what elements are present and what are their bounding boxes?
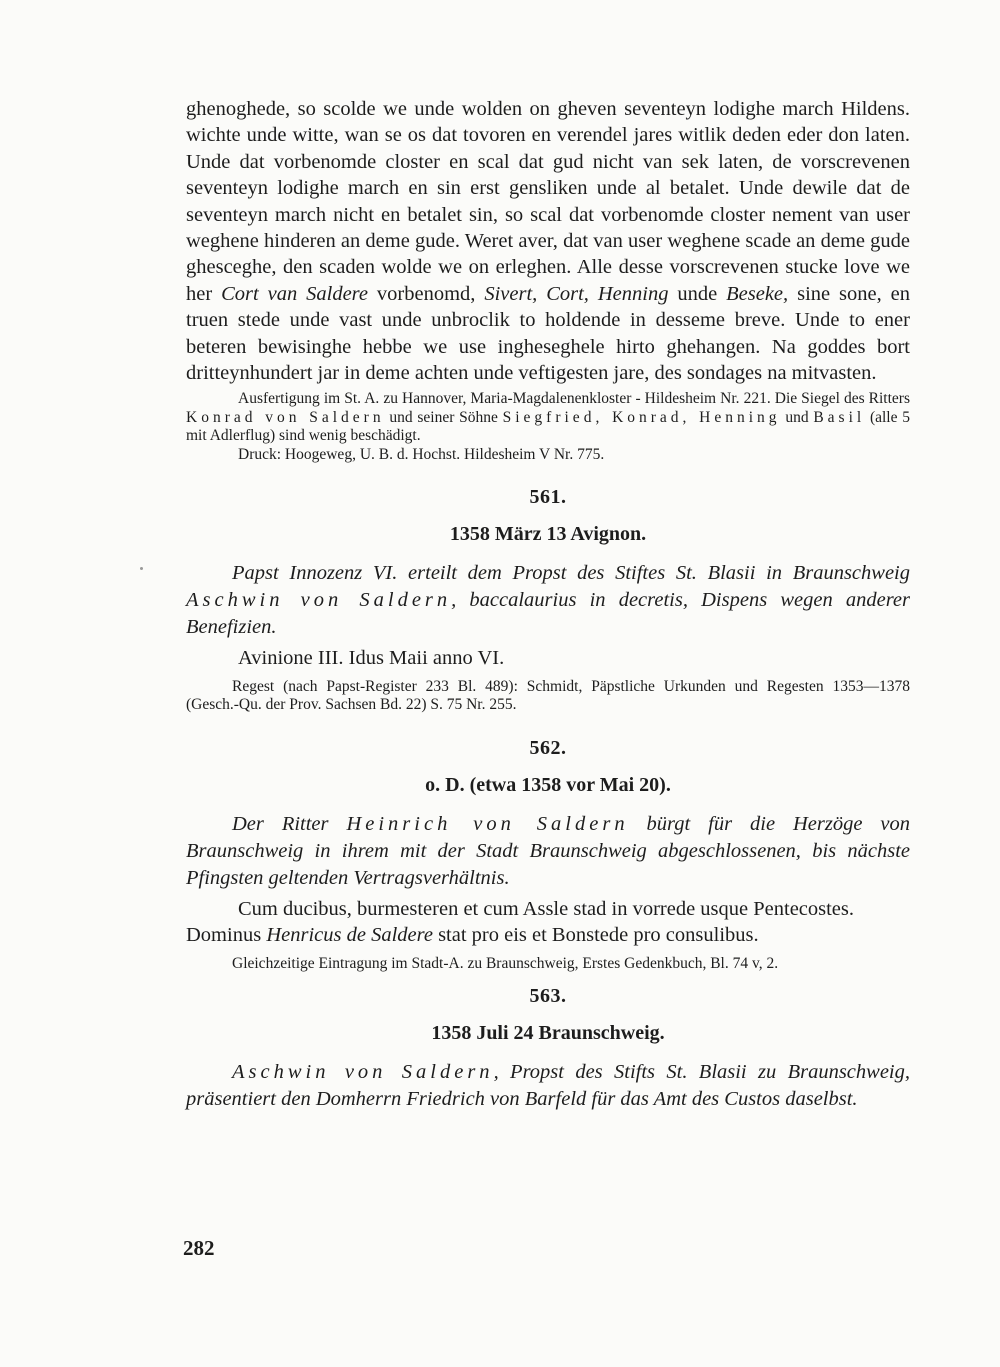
document-560-text: [186, 96, 910, 386]
spaced-name: Basil: [813, 408, 866, 426]
text-segment: unde: [668, 282, 727, 305]
document-563-regest: [186, 1059, 910, 1113]
spaced-name: Aschwin von Saldern: [186, 589, 452, 612]
spaced-name: Aschwin von Saldern: [232, 1061, 494, 1084]
regest-segment: , baccalaurius in decretis, Dispens wegen anderer Benefizien.: [186, 589, 910, 639]
person-name: Henricus de Saldere: [266, 924, 433, 947]
regest-segment: Der Ritter: [232, 812, 347, 835]
document-number-561: 561.: [529, 486, 567, 509]
document-560-print-note: Druck: Hoogeweg, U. B. d. Hochst. Hildesheim V Nr. 775.: [238, 445, 605, 463]
note-segment: und: [780, 408, 814, 426]
spaced-names: Siegfried, Konrad, Henning: [502, 408, 781, 426]
regest-segment: Papst Innozenz VI. erteilt dem Propst des Stiftes St. Blasii in Braunschweig: [232, 562, 910, 585]
document-page: [186, 96, 910, 1113]
person-name: Beseke,: [726, 282, 789, 305]
note-segment: Ausfertigung im St. A. zu Hannover, Maria-Magdalenenkloster - Hildesheim Nr. 221. Die Siegel des Ritters: [238, 390, 910, 408]
latin-segment: Cum ducibus, burmesteren et cum Assle stad in vorrede usque Pentecostes. Dominus: [186, 897, 855, 947]
person-name: Cort van Saldere: [221, 282, 368, 305]
document-561-latin: Avinione III. Idus Maii anno VI.: [238, 647, 505, 670]
text-segment: sine sone, en truen stede unde vast unde unbroclik to holdende in desseme breve. Unde to ener beteren bewisinghe hebbe we use ingheseghele hirto ghehangen. Na goddes bort dritteynhundert jar in deme achten unde veftigesten jare, des sondages na mitvasten.: [186, 282, 910, 385]
text-segment: vorbenomd,: [368, 282, 485, 305]
note-segment: (alle 5 mit Adlerflug) sind wenig beschädigt.: [186, 408, 910, 445]
spaced-name: Konrad von Saldern: [186, 408, 385, 426]
document-number-563: 563.: [529, 985, 567, 1008]
spaced-name: Heinrich von Saldern: [346, 812, 629, 835]
text-segment: ghenoghede, so scolde we unde wolden on gheven seventeyn lodighe march Hildens. wichte unde witte, wan se os dat tovoren en verendel jares witlik deden eder don laten. Unde dat vorbenomde closter en scal dat gud nicht van sek laten, de vorscrevenen seventeyn lodighe march en sin erst gensliken unde al betalet. Unde dewile dat de seventeyn march nicht en betalet sin, so scal dat vorbenomde closter nement van user weghene hinderen an deme gude. Weret aver, dat van user weghene scade an deme gude ghesceghe, den scaden wolde we on erleghen. Alle desse vorscrevenen stucke love we her: [186, 98, 910, 305]
page-number: 282: [183, 1236, 215, 1260]
person-names: Sivert, Cort, Henning: [484, 282, 669, 305]
document-561-regest: [186, 560, 910, 641]
latin-segment: stat pro eis et Bonstede pro consulibus.: [432, 924, 759, 947]
document-number-562: 562.: [529, 736, 567, 759]
document-562-source-note: Gleichzeitige Eintragung im Stadt-A. zu Braunschweig, Erstes Gedenkbuch, Bl. 74 v, 2.: [232, 954, 779, 972]
document-date-563: 1358 Juli 24 Braunschweig.: [431, 1022, 665, 1045]
document-562-latin: [186, 896, 910, 949]
document-date-562: o. D. (etwa 1358 vor Mai 20).: [425, 773, 671, 796]
regest-segment: bürgt für die Herzöge von Braunschweig in ihrem mit der Stadt Braunschweig abgeschlossenen, bis nächste Pfingsten geltenden Vertragsverhältnis.: [186, 812, 910, 889]
document-561-source-note: Regest (nach Papst-Register 233 Bl. 489): Schmidt, Päpstliche Urkunden und Regesten 1353—1378 (Gesch.-Qu. der Prov. Sachsen Bd. 22) S. 75 Nr. 255.: [186, 677, 910, 714]
regest-segment: , Propst des Stifts St. Blasii zu Braunschweig, präsentiert den Domherrn Friedrich von Barfeld für das Amt des Custos daselbst.: [186, 1061, 910, 1111]
note-segment: und seiner Söhne: [384, 408, 503, 426]
document-562-regest: [186, 811, 910, 892]
document-date-561: 1358 März 13 Avignon.: [449, 523, 647, 546]
document-560-source-note: [186, 390, 910, 446]
paper-speck: [140, 567, 143, 570]
